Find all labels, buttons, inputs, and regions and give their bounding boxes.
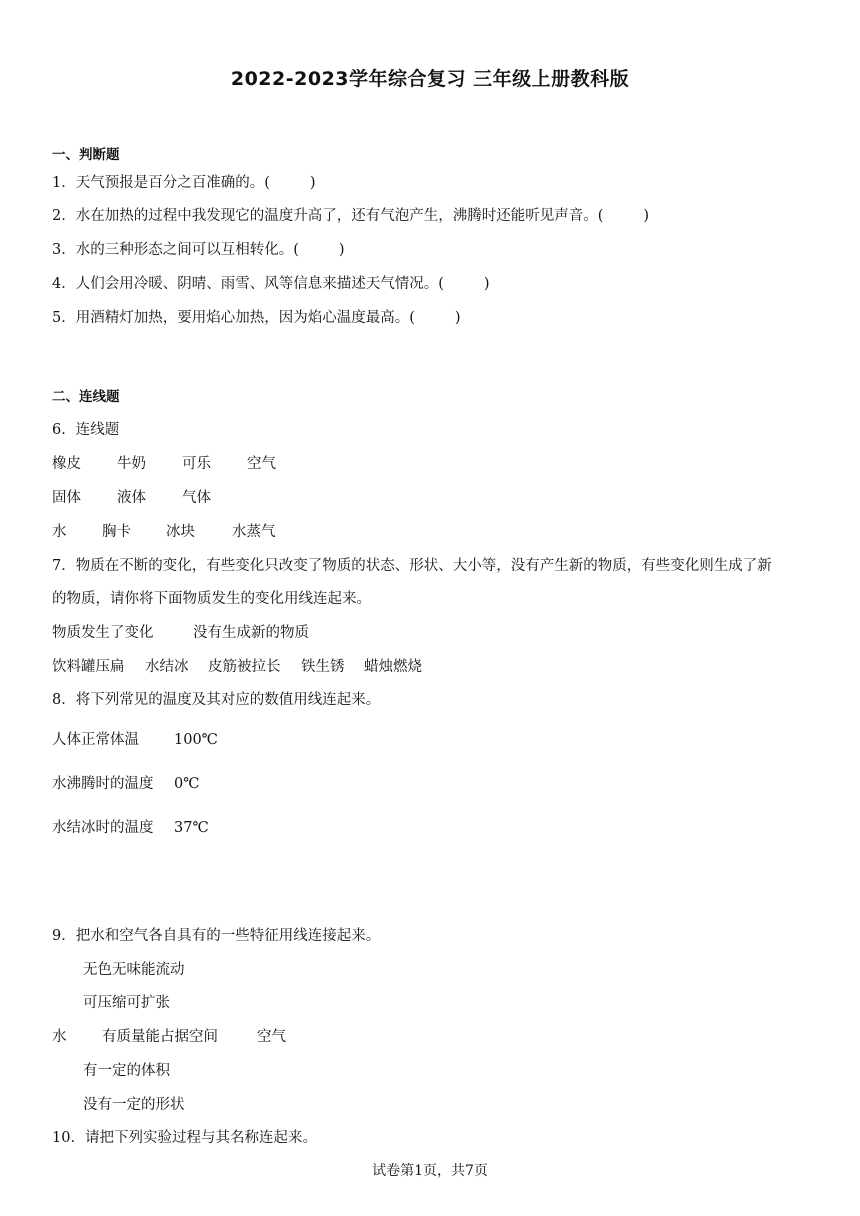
question-text: 3．水的三种形态之间可以互相转化。( [52,242,299,258]
question-10-stem: 10．请把下列实验过程与其名称连起来。 [52,1130,317,1146]
match-item: 橡皮 [52,456,81,472]
page-footer: 试卷第1页，共7页 [372,1163,488,1179]
paren-close: ) [309,175,316,191]
match-item: 物质发生了变化 [52,625,154,641]
question-9-stem: 9．把水和空气各自具有的一些特征用线连接起来。 [52,928,381,944]
match-item: 蜡烛燃烧 [364,659,422,675]
match-item: 没有生成新的物质 [193,625,309,641]
question-5 [52,308,461,328]
question-text: 5．用酒精灯加热，要用焰心加热，因为焰心温度最高。( [52,310,415,326]
match-item: 铁生锈 [301,659,345,675]
match-item: 水结冰 [145,659,189,675]
match-value: 37℃ [174,820,209,836]
match-item: 水蒸气 [232,524,276,540]
feature-2: 可压缩可扩张 [83,995,170,1011]
paren-close: ) [643,208,650,224]
page-title: 2022-2023学年综合复习 三年级上册教科版 [230,68,630,90]
section-heading-matching: 二、连线题 [52,389,120,405]
match-item: 人体正常体温 [52,732,139,748]
feature-3: 有质量能占据空间 [102,1029,218,1045]
question-4 [52,274,490,294]
question-2 [52,206,649,226]
match-item: 水 [52,524,67,540]
question-7-stem-line-1: 7．物质在不断的变化，有些变化只改变了物质的状态、形状、大小等，没有产生新的物质，有些变化则生成了新 [52,558,772,574]
match-item: 水结冰时的温度 [52,820,154,836]
question-text: 2．水在加热的过程中我发现它的温度升高了，还有气泡产生，沸腾时还能听见声音。( [52,208,604,224]
match-value: 0℃ [174,776,200,792]
match-item: 水沸腾时的温度 [52,776,154,792]
feature-1: 无色无味能流动 [83,962,185,978]
section-heading-judgement: 一、判断题 [52,147,120,163]
match-item: 饮料罐压扁 [52,659,125,675]
match-value: 100℃ [174,732,218,748]
match-item-water: 水 [52,1029,67,1045]
match-item: 皮筋被拉长 [208,659,281,675]
feature-4: 有一定的体积 [83,1063,170,1079]
match-item: 冰块 [166,524,195,540]
question-7-stem-line-2: 的物质，请你将下面物质发生的变化用线连起来。 [52,591,371,607]
question-1 [52,173,316,193]
question-3 [52,240,345,260]
match-item: 液体 [117,490,146,506]
match-item: 胸卡 [102,524,131,540]
paren-close: ) [454,310,461,326]
question-text: 4．人们会用冷暖、阴晴、雨雪、风等信息来描述天气情况。( [52,276,444,292]
question-8-stem: 8．将下列常见的温度及其对应的数值用线连起来。 [52,692,381,708]
match-item: 可乐 [182,456,211,472]
match-item-air: 空气 [257,1029,286,1045]
paren-close: ) [338,242,345,258]
paren-close: ) [483,276,490,292]
match-item: 牛奶 [117,456,146,472]
match-item: 气体 [182,490,211,506]
question-6-stem: 6．连线题 [52,422,120,438]
question-text: 1．天气预报是百分之百准确的。( [52,175,270,191]
match-item: 固体 [52,490,81,506]
feature-5: 没有一定的形状 [83,1097,185,1113]
match-item: 空气 [247,456,276,472]
